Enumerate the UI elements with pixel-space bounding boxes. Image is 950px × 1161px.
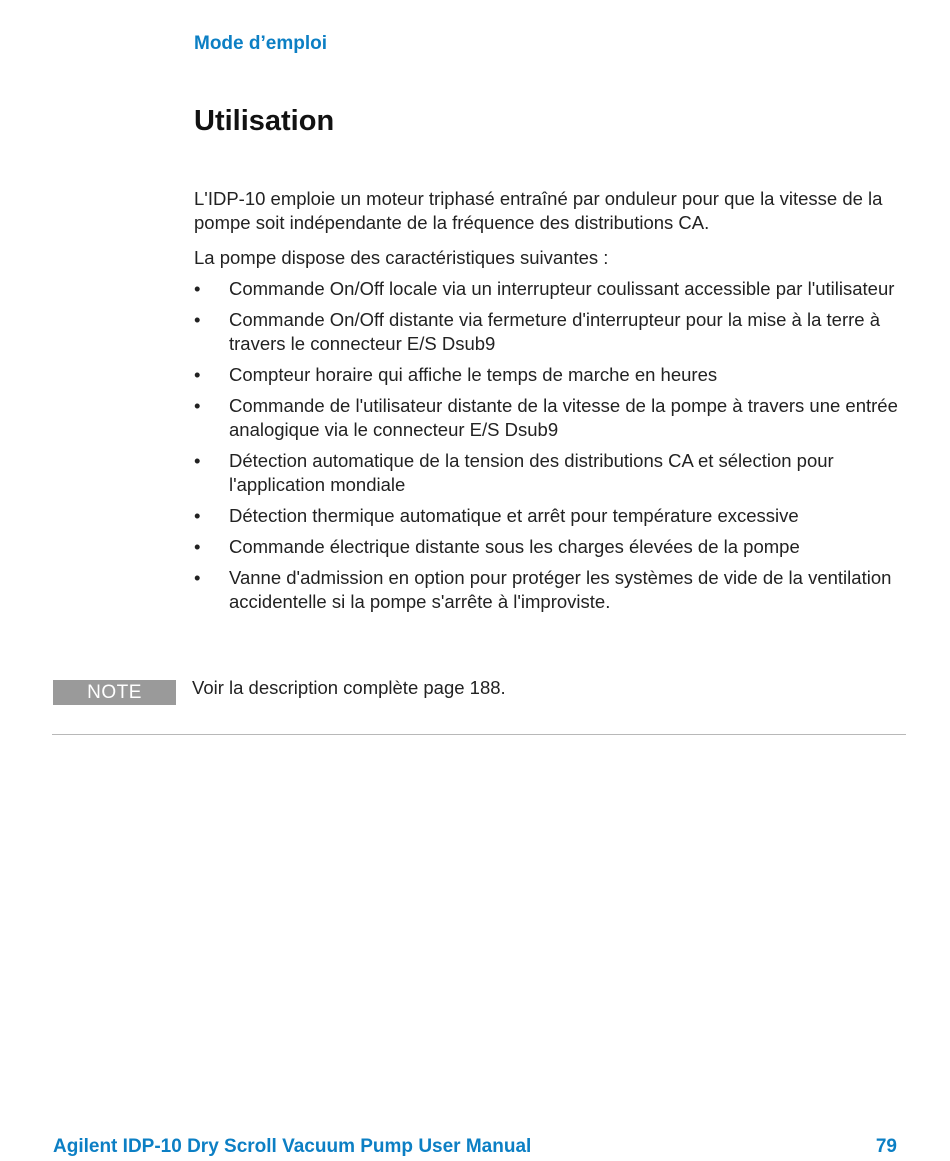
list-item bbox=[194, 535, 906, 559]
list-item-text: Détection automatique de la tension des distributions CA et sélection pour l'application mondiale bbox=[229, 450, 834, 495]
page-title: Utilisation bbox=[194, 105, 335, 137]
features-list bbox=[194, 277, 906, 621]
list-item bbox=[194, 449, 906, 497]
intro-paragraph: L'IDP-10 emploie un moteur triphasé entraîné par onduleur pour que la vitesse de la pompe soit indépendante de la fréquence des distributions CA. bbox=[194, 188, 883, 233]
list-item bbox=[194, 394, 906, 442]
note-text: Voir la description complète page 188. bbox=[192, 677, 506, 698]
list-item bbox=[194, 363, 906, 387]
bullet-icon: • bbox=[194, 536, 201, 557]
list-item-text: Commande électrique distante sous les charges élevées de la pompe bbox=[229, 536, 800, 557]
list-item-text: Vanne d'admission en option pour protéger les systèmes de vide de la ventilation accidentelle si la pompe s'arrête à l'improviste. bbox=[229, 567, 892, 612]
footer-manual-title: Agilent IDP-10 Dry Scroll Vacuum Pump User Manual bbox=[53, 1136, 532, 1157]
list-item-text: Commande On/Off distante via fermeture d'interrupteur pour la mise à la terre à travers le connecteur E/S Dsub9 bbox=[229, 309, 880, 354]
note-label: NOTE bbox=[53, 680, 176, 705]
bullet-icon: • bbox=[194, 450, 201, 471]
bullet-icon: • bbox=[194, 567, 201, 588]
bullet-icon: • bbox=[194, 309, 201, 330]
bullet-icon: • bbox=[194, 395, 201, 416]
list-item-text: Commande On/Off locale via un interrupteur coulissant accessible par l'utilisateur bbox=[229, 278, 895, 299]
page-number: 79 bbox=[875, 1136, 897, 1157]
list-item-text: Compteur horaire qui affiche le temps de marche en heures bbox=[229, 364, 718, 385]
list-item bbox=[194, 504, 906, 528]
section-divider bbox=[52, 734, 906, 735]
list-item bbox=[194, 277, 906, 301]
list-item bbox=[194, 566, 906, 614]
bullet-icon: • bbox=[194, 364, 201, 385]
features-intro-paragraph: La pompe dispose des caractéristiques suivantes : bbox=[194, 247, 609, 268]
bullet-icon: • bbox=[194, 505, 201, 526]
section-header: Mode d’emploi bbox=[194, 33, 327, 54]
list-item bbox=[194, 308, 906, 356]
list-item-text: Détection thermique automatique et arrêt pour température excessive bbox=[229, 505, 799, 526]
list-item-text: Commande de l'utilisateur distante de la vitesse de la pompe à travers une entrée analogique via le connecteur E/S Dsub9 bbox=[229, 395, 898, 440]
bullet-icon: • bbox=[194, 278, 201, 299]
